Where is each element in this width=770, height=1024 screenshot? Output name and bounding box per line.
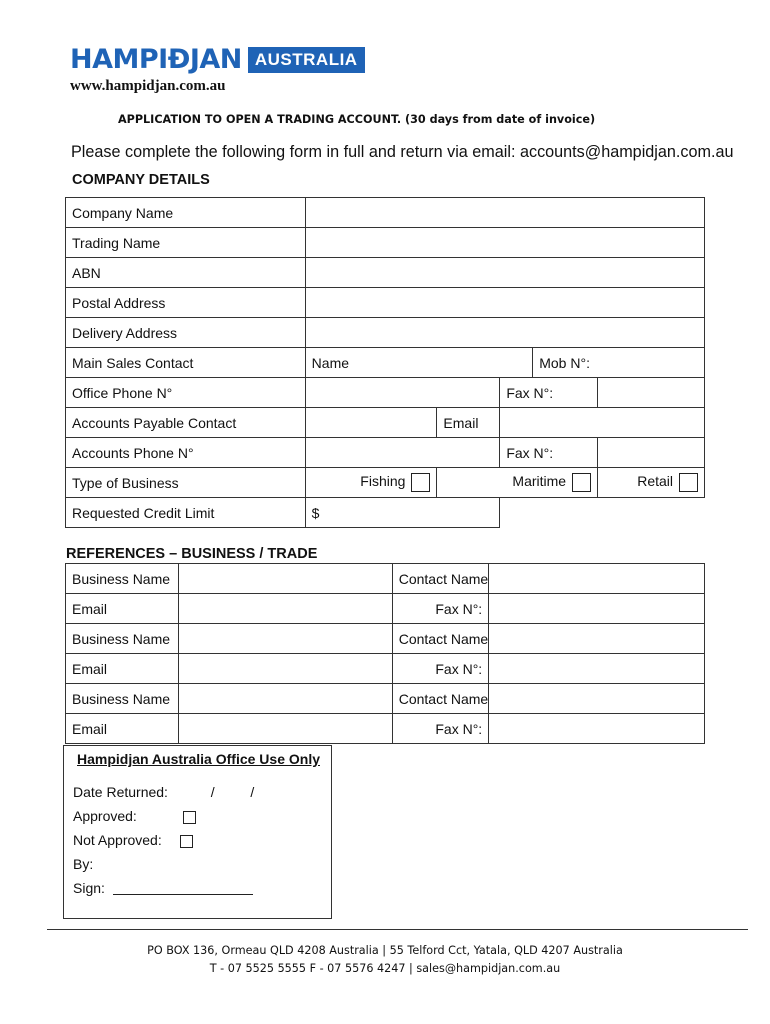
fax-no-field-1[interactable]: [598, 378, 705, 408]
website-link[interactable]: www.hampidjan.com.au: [70, 78, 226, 94]
type-of-business-row: [66, 468, 705, 498]
main-sales-contact-row: [66, 348, 705, 378]
dollar-sign: $: [311, 504, 320, 521]
date-returned-label: Date Returned:: [73, 784, 168, 800]
reference-3-email-row: [66, 714, 705, 744]
business-name-label: Business Name: [66, 564, 179, 594]
fax-no-field-2[interactable]: [598, 438, 705, 468]
business-name-label: Business Name: [66, 684, 179, 714]
maritime-option[interactable]: [437, 468, 598, 498]
footer-divider: [47, 929, 748, 930]
by-row: [73, 856, 93, 872]
abn-field[interactable]: [305, 258, 704, 288]
fishing-option[interactable]: [305, 468, 437, 498]
retail-label: Retail: [637, 473, 673, 490]
credit-limit-label: Requested Credit Limit: [66, 498, 306, 528]
reference-2-business-row: [66, 624, 705, 654]
credit-limit-field[interactable]: [305, 498, 500, 528]
email-label: Email: [437, 408, 500, 438]
footer-address: PO BOX 136, Ormeau QLD 4208 Australia | 55 Telford Cct, Yatala, QLD 4207 Australia: [147, 944, 623, 957]
email-field[interactable]: [178, 654, 392, 684]
hampidjan-logo: [70, 45, 365, 75]
mob-no-field[interactable]: [533, 348, 705, 378]
date-separator-2: /: [250, 784, 255, 800]
company-details-heading: COMPANY DETAILS: [72, 172, 210, 188]
accounts-phone-field[interactable]: [305, 438, 500, 468]
abn-row: [66, 258, 705, 288]
email-field[interactable]: [178, 594, 392, 624]
contact-name-label: Contact Name: [392, 564, 488, 594]
reference-1-email-row: [66, 594, 705, 624]
accounts-email-field[interactable]: [500, 408, 705, 438]
reference-3-business-row: [66, 684, 705, 714]
email-field[interactable]: [178, 714, 392, 744]
email-label: Email: [66, 594, 179, 624]
form-title: APPLICATION TO OPEN A TRADING ACCOUNT. (30 days from date of invoice): [118, 113, 596, 126]
fax-field[interactable]: [489, 714, 705, 744]
sign-label: Sign:: [73, 880, 105, 896]
fax-label: Fax N°:: [392, 714, 488, 744]
fax-no-label-1: Fax N°:: [500, 378, 598, 408]
references-heading: REFERENCES – BUSINESS / TRADE: [66, 546, 318, 562]
accounts-payable-field[interactable]: [305, 408, 437, 438]
accounts-payable-row: [66, 408, 705, 438]
delivery-address-row: [66, 318, 705, 348]
business-name-field[interactable]: [178, 684, 392, 714]
office-phone-field[interactable]: [305, 378, 500, 408]
reference-1-business-row: [66, 564, 705, 594]
reference-2-email-row: [66, 654, 705, 684]
fax-field[interactable]: [489, 594, 705, 624]
postal-address-label: Postal Address: [66, 288, 306, 318]
company-name-row: [66, 198, 705, 228]
contact-name-field[interactable]: [489, 684, 705, 714]
references-table: [65, 563, 705, 744]
email-label: Email: [66, 714, 179, 744]
company-details-table: [65, 197, 705, 528]
trading-name-label: Trading Name: [66, 228, 306, 258]
trading-name-field[interactable]: [305, 228, 704, 258]
contact-name-label: Contact Name: [392, 624, 488, 654]
office-use-heading: Hampidjan Australia Office Use Only: [77, 751, 320, 767]
delivery-address-label: Delivery Address: [66, 318, 306, 348]
trading-name-row: [66, 228, 705, 258]
credit-limit-row: [66, 498, 705, 528]
contact-name-field[interactable]: [489, 564, 705, 594]
fax-label: Fax N°:: [392, 654, 488, 684]
mob-no-label: Mob N°:: [539, 354, 590, 371]
instructions-text: Please complete the following form in full and return via email: accounts@hampidjan.com.au: [71, 143, 734, 161]
type-of-business-label: Type of Business: [66, 468, 306, 498]
name-label: Name: [311, 354, 350, 371]
main-sales-contact-label: Main Sales Contact: [66, 348, 306, 378]
email-label: Email: [66, 654, 179, 684]
logo-australia-badge: AUSTRALIA: [248, 47, 365, 73]
not-approved-row: [73, 832, 193, 848]
retail-checkbox[interactable]: [679, 473, 698, 492]
contact-name-label: Contact Name: [392, 684, 488, 714]
business-name-field[interactable]: [178, 624, 392, 654]
by-label: By:: [73, 856, 94, 872]
sign-row: [73, 880, 253, 896]
date-returned-row: [73, 784, 254, 800]
company-name-label: Company Name: [66, 198, 306, 228]
fax-label: Fax N°:: [392, 594, 488, 624]
postal-address-field[interactable]: [305, 288, 704, 318]
retail-option[interactable]: [598, 468, 705, 498]
not-approved-checkbox[interactable]: [180, 835, 193, 848]
maritime-checkbox[interactable]: [572, 473, 591, 492]
fax-no-label-2: Fax N°:: [500, 438, 598, 468]
approved-checkbox[interactable]: [183, 811, 196, 824]
fishing-label: Fishing: [360, 473, 406, 490]
business-name-label: Business Name: [66, 624, 179, 654]
abn-label: ABN: [66, 258, 306, 288]
company-name-field[interactable]: [305, 198, 704, 228]
office-use-box: [63, 745, 332, 919]
office-phone-label: Office Phone N°: [66, 378, 306, 408]
logo-wordmark: HAMPIÐJAN: [70, 44, 242, 75]
office-phone-row: [66, 378, 705, 408]
delivery-address-field[interactable]: [305, 318, 704, 348]
approved-row: [73, 808, 196, 824]
not-approved-label: Not Approved:: [73, 832, 162, 848]
approved-label: Approved:: [73, 808, 137, 824]
signature-line[interactable]: [113, 894, 253, 895]
maritime-label: Maritime: [512, 473, 567, 490]
fishing-checkbox[interactable]: [411, 473, 430, 492]
main-sales-name-field[interactable]: [305, 348, 533, 378]
contact-name-field[interactable]: [489, 624, 705, 654]
footer-contact: T - 07 5525 5555 F - 07 5576 4247 | sales@hampidjan.com.au: [209, 962, 561, 975]
accounts-phone-row: [66, 438, 705, 468]
date-separator-1: /: [210, 784, 215, 800]
business-name-field[interactable]: [178, 564, 392, 594]
postal-address-row: [66, 288, 705, 318]
accounts-phone-label: Accounts Phone N°: [66, 438, 306, 468]
accounts-payable-label: Accounts Payable Contact: [66, 408, 306, 438]
fax-field[interactable]: [489, 654, 705, 684]
